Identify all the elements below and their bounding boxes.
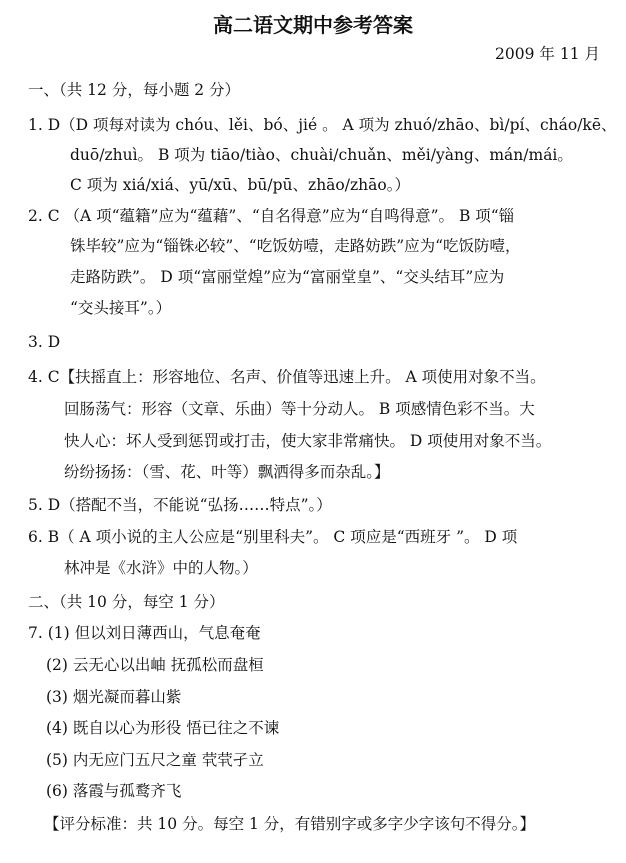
q2-line3: 走路防跌”。 D 项“富丽堂煌”应为“富丽堂皇”、“交头结耳”应为 xyxy=(70,268,505,286)
q5-answer: 5. D（搭配不当，不能说“弘扬……特点”。） xyxy=(28,496,332,514)
section1-heading: 一、（共 12 分，每小题 2 分） xyxy=(28,81,241,99)
q7-item-5: (5) 内无应门五尺之童 茕茕孑立 xyxy=(46,751,264,769)
q4-line4: 纷纷扬扬：（雪、花、叶等）飘洒得多而杂乱。】 xyxy=(64,463,390,481)
scoring-note: 【评分标准：共 10 分。每空 1 分，有错别字或多字少字该句不得分。】 xyxy=(44,815,536,833)
q2-line4: “交头接耳”。） xyxy=(70,299,172,317)
q7-item-1: 7. (1) 但以刘日薄西山，气息奄奄 xyxy=(28,624,261,642)
page-title: 高二语文期中参考答案 xyxy=(213,13,413,37)
q7-item-2: (2) 云无心以出岫 抚孤松而盘桓 xyxy=(46,656,264,674)
q3-answer: 3. D xyxy=(28,333,61,351)
q1-line1: 1. D（D 项每对读为 chóu、lěi、bó、jié 。 A 项为 zhuó/zhāo、bì/pí、cháo/kē、 xyxy=(28,116,617,134)
q4-line1: 4. C【扶摇直上：形容地位、名声、价值等迅速上升。 A 项使用对象不当。 xyxy=(28,368,546,386)
q1-line2: duō/zhuì。 B 项为 tiāo/tiào、chuài/chuǎn、měi/yàng、mán/mái。 xyxy=(70,146,573,164)
q6-line2: 林冲是《水浒》中的人物。） xyxy=(64,559,258,577)
q6-line1: 6. B（ A 项小说的主人公应是“别里科夫”。 C 项应是“西班牙 ”。 D 项 xyxy=(28,528,518,546)
section2-heading: 二、（共 10 分，每空 1 分） xyxy=(28,593,225,611)
q2-line2: 铢毕较”应为“锱铢必较”、“吃饭妨噎，走路妨跌”应为“吃饭防噎， xyxy=(70,237,521,255)
q7-item-6: (6) 落霞与孤鹜齐飞 xyxy=(46,782,182,800)
q2-line1: 2. C （A 项“蕴籍”应为“蕴藉”、“自名得意”应为“自鸣得意”。 B 项“锱 xyxy=(28,207,515,225)
q4-line2: 回肠荡气：形容（文章、乐曲）等十分动人。 B 项感情色彩不当。大 xyxy=(64,400,535,418)
q1-line3: C 项为 xiá/xiá、yū/xū、bū/pū、zhāo/zhāo。） xyxy=(70,176,410,194)
q7-item-3: (3) 烟光凝而暮山紫 xyxy=(46,688,182,706)
q7-item-4: (4) 既自以心为形役 悟已往之不谏 xyxy=(46,719,280,737)
date-label: 2009 年 11 月 xyxy=(495,45,600,63)
q4-line3: 快人心：坏人受到惩罚或打击，使大家非常痛快。 D 项使用对象不当。 xyxy=(64,432,552,450)
